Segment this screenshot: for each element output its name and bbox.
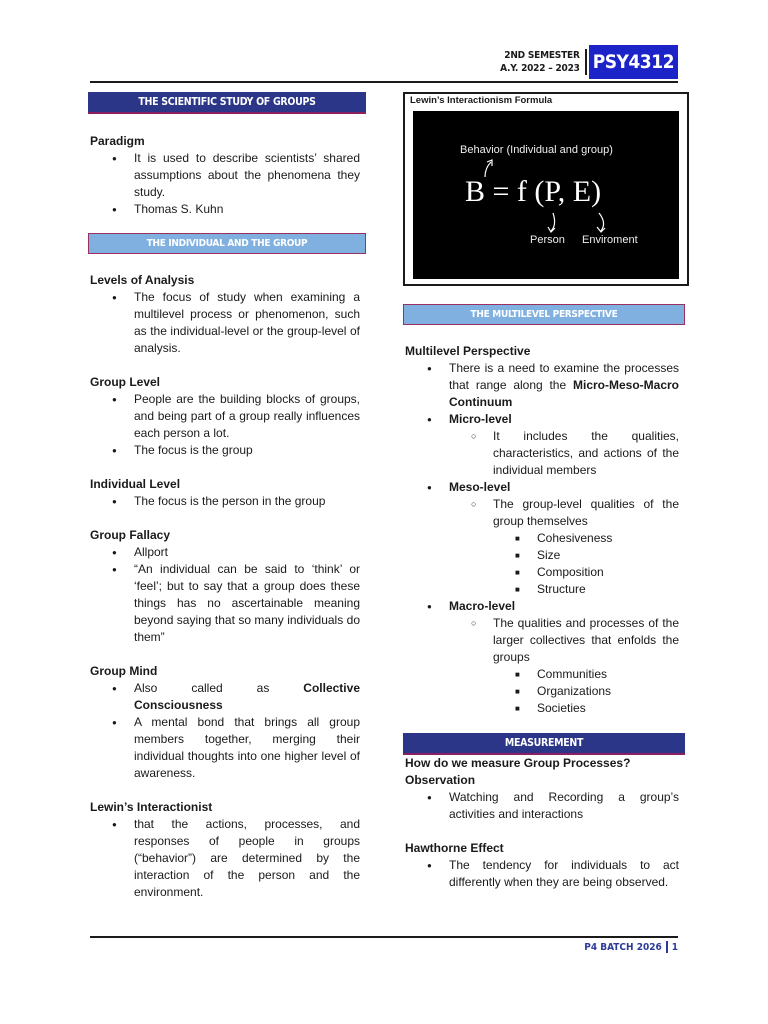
environment-label: Enviroment xyxy=(582,234,638,246)
term-multilevel-perspective: Multilevel Perspective xyxy=(405,344,531,358)
meso-sublist xyxy=(449,496,679,598)
hawthorne-list xyxy=(403,857,685,891)
list-item: ● People are the building blocks of groups, and being part of a group really influences each person a lot. xyxy=(88,391,366,442)
list-item: ● The focus is the group xyxy=(88,442,366,459)
list-item: ■ Size xyxy=(493,547,679,564)
section-header-individual-group: THE INDIVIDUAL AND THE GROUP xyxy=(88,233,366,254)
measurement-question: How do we measure Group Processes? xyxy=(405,756,631,770)
formula-title: Lewin’s Interactionism Formula xyxy=(410,95,553,106)
term-hawthorne-effect: Hawthorne Effect xyxy=(405,841,504,855)
list-item xyxy=(88,680,366,714)
behavior-label: Behavior (Individual and group) xyxy=(460,144,613,156)
left-column xyxy=(88,92,366,901)
meso-desc: The group-level qualities of the group themselves xyxy=(493,497,679,528)
list-item xyxy=(403,598,685,717)
group-level-list xyxy=(88,391,366,459)
list-item: ● Thomas S. Kuhn xyxy=(88,201,366,218)
list-item: ● The tendency for individuals to act differently when they are being observed. xyxy=(403,857,685,891)
term-paradigm: Paradigm xyxy=(90,134,145,148)
list-item: ● Allport xyxy=(88,544,366,561)
group-fallacy-list xyxy=(88,544,366,646)
page-number: 1 xyxy=(671,941,678,953)
continuum-label: Micro-Meso-Macro Continuum xyxy=(449,378,679,409)
list-item: ■ Societies xyxy=(493,700,679,717)
formula-image xyxy=(413,111,679,279)
top-rule xyxy=(90,81,678,83)
list-item xyxy=(449,615,679,717)
multilevel-list xyxy=(403,360,685,717)
list-item: ○ It includes the qualities, characteristics, and actions of the individual members xyxy=(449,428,679,479)
list-item xyxy=(449,496,679,598)
collective-consciousness: Collective Consciousness xyxy=(134,681,360,712)
list-item: ● that the actions, processes, and responses of people in groups (“behavior”) are determined by the interaction of the person and the environment. xyxy=(88,816,366,901)
list-item: ■ Composition xyxy=(493,564,679,581)
observation-list xyxy=(403,789,685,823)
list-item: ■ Cohesiveness xyxy=(493,530,679,547)
list-item xyxy=(403,411,685,479)
list-item: ● The focus of study when examining a multilevel process or phenomenon, such as the individual-level or the group-level of analysis. xyxy=(88,289,366,357)
meso-items xyxy=(493,530,679,598)
list-item: ● Watching and Recording a group’s activities and interactions xyxy=(403,789,685,823)
levels-list xyxy=(88,289,366,357)
header-divider xyxy=(585,49,587,75)
term-group-level: Group Level xyxy=(90,375,161,389)
formula-figure xyxy=(403,92,689,286)
group-mind-prefix: Also called as xyxy=(134,681,304,695)
footer-divider xyxy=(666,941,668,953)
section-header-scientific-study: THE SCIENTIFIC STUDY OF GROUPS xyxy=(88,92,366,114)
section-header-measurement: MEASUREMENT xyxy=(403,733,685,755)
semester-label: 2ND SEMESTER xyxy=(504,50,580,61)
individual-level-list xyxy=(88,493,366,510)
term-individual-level: Individual Level xyxy=(90,477,181,491)
semester-info xyxy=(500,49,584,75)
formula-equation: B = f (P, E) xyxy=(465,175,602,208)
macro-items xyxy=(493,666,679,717)
page-footer xyxy=(584,941,678,953)
academic-year: A.Y. 2022 – 2023 xyxy=(500,63,580,74)
paradigm-list xyxy=(88,150,366,218)
list-item: ● “An individual can be said to ‘think’ or ‘feel’; but to say that a group does these things has no ascertainable meaning beyond saying that so many individuals do them” xyxy=(88,561,366,646)
lewin-list xyxy=(88,816,366,901)
term-group-fallacy: Group Fallacy xyxy=(90,528,171,542)
list-item: ● A mental bond that brings all group members together, merging their individual thoughts into one higher level of awareness. xyxy=(88,714,366,782)
list-item: ■ Structure xyxy=(493,581,679,598)
macro-desc: The qualities and processes of the larger collectives that enfolds the groups xyxy=(493,616,679,664)
term-observation: Observation xyxy=(405,773,476,787)
term-group-mind: Group Mind xyxy=(90,664,158,678)
course-code: PSY4312 xyxy=(589,45,678,79)
right-column xyxy=(403,92,685,891)
list-item: ● The focus is the person in the group xyxy=(88,493,366,510)
bottom-rule xyxy=(90,936,678,938)
term-levels-of-analysis: Levels of Analysis xyxy=(90,273,195,287)
page-header xyxy=(500,46,678,78)
person-label: Person xyxy=(530,234,565,246)
multilevel-desc: There is a need to examine the processes that range along the xyxy=(449,361,679,392)
macro-sublist xyxy=(449,615,679,717)
list-item xyxy=(403,360,685,411)
section-header-multilevel: THE MULTILEVEL PERSPECTIVE xyxy=(403,304,685,325)
list-item: ● It is used to describe scientists’ shared assumptions about the phenomena they study. xyxy=(88,150,366,201)
micro-level: Micro-level xyxy=(449,412,512,426)
batch-label: P4 BATCH 2026 xyxy=(584,941,662,953)
list-item: ■ Communities xyxy=(493,666,679,683)
macro-level: Macro-level xyxy=(449,599,516,613)
term-lewins-interactionist: Lewin’s Interactionist xyxy=(90,800,213,814)
list-item xyxy=(403,479,685,598)
meso-level: Meso-level xyxy=(449,480,511,494)
list-item: ■ Organizations xyxy=(493,683,679,700)
micro-sublist xyxy=(449,428,679,479)
group-mind-list xyxy=(88,680,366,782)
